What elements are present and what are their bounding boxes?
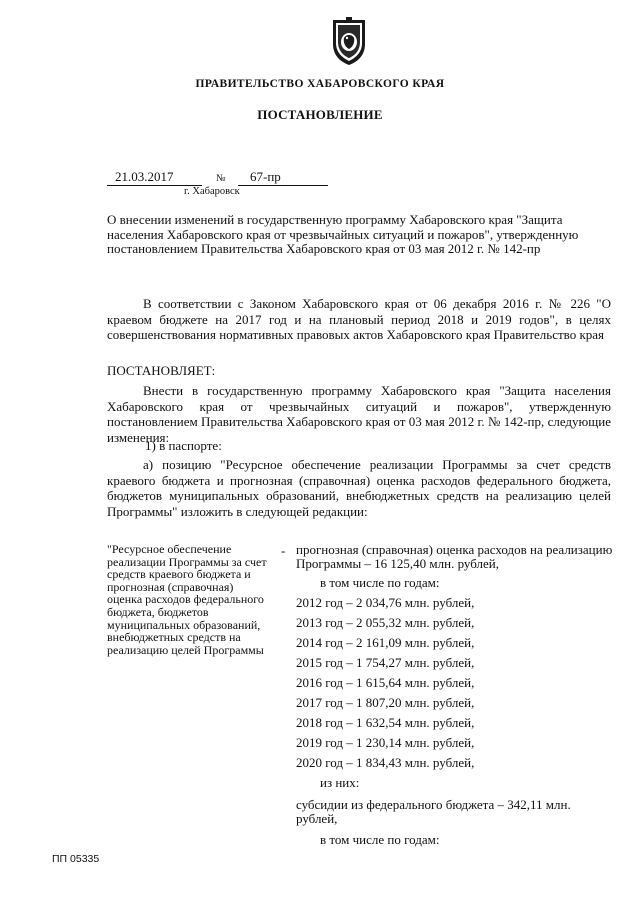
legal-basis-text: В соответствии с Законом Хабаровского края от 06 декабря 2016 г. № 226 "О краевом бюджете на 2017 год и на плановый период 2018 и 2019 годов", в целях совершенствования нормативных правовых актов Хабаровского края Правительство края bbox=[107, 296, 611, 342]
position-value bbox=[296, 543, 614, 847]
paragraph-amend: Внести в государственную программу Хабаровского края "Защита населения Хабаровского края от чрезвычайных ситуаций и пожаров", утвержденную постановлением Правительства Хабаровского края от 03 мая 2012 г. № 142-пр, следующие изменения: bbox=[107, 383, 611, 445]
year-amount-line: 2012 год – 2 034,76 млн. рублей, bbox=[296, 594, 475, 610]
decree-title: О внесении изменений в государственную программу Хабаровского края "Защита населения Хабаровского края от чрезвычайных ситуаций и пожаров", утвержденную постановлением Правительства Хабаровского края от 03 мая 2012 г. № 142-пр bbox=[107, 212, 579, 256]
resolves-heading: ПОСТАНОВЛЯЕТ: bbox=[107, 363, 216, 378]
of-them-label: из них: bbox=[320, 774, 360, 790]
year-amount-line: 2018 год – 1 632,54 млн. рублей, bbox=[296, 714, 475, 730]
year-amount-line: 2016 год – 1 615,64 млн. рублей, bbox=[296, 674, 475, 690]
by-years-label: в том числе по годам: bbox=[320, 575, 440, 590]
position-dash: - bbox=[281, 543, 286, 558]
document-code: ПП 05335 bbox=[52, 853, 100, 865]
paragraph-legal-basis bbox=[107, 296, 611, 343]
year-amount-line: 2017 год – 1 807,20 млн. рублей, bbox=[296, 694, 475, 710]
forecast-total: прогнозная (справочная) оценка расходов на реализацию Программы – 16 125,40 млн. рублей, bbox=[296, 542, 613, 571]
federal-subsidies: субсидии из федерального бюджета – 342,11 млн. рублей, bbox=[296, 797, 571, 826]
government-name: ПРАВИТЕЛЬСТВО ХАБАРОВСКОГО КРАЯ bbox=[195, 78, 445, 90]
item-1a: а) позицию "Ресурсное обеспечение реализации Программы за счет средств краевого бюджета и прогнозная (справочная) оценка расходов федерального бюджета, бюджетов муниципальных образований, внебюджетных средств на реализацию целей Программы" изложить в следующей редакции: bbox=[107, 457, 611, 519]
year-amount-line: 2013 год – 2 055,32 млн. рублей, bbox=[296, 614, 475, 630]
number-sign: № bbox=[216, 173, 226, 184]
position-label: "Ресурсное обеспечение реализации Программы за счет средств краевого бюджета и прогнозная (справочная) оценка расходов федерального бюджета, бюджетов муниципальных образований, внебюджетных средств на реализацию целей Программы bbox=[107, 542, 267, 657]
city-name: г. Хабаровск bbox=[184, 186, 240, 197]
decree-date: 21.03.2017 bbox=[107, 170, 202, 186]
years-list bbox=[296, 596, 614, 770]
by-years-label-2: в том числе по годам: bbox=[320, 832, 440, 847]
coat-of-arms-emblem bbox=[329, 16, 369, 66]
decree-number: 67-пр bbox=[238, 170, 328, 186]
item-1: 1) в паспорте: bbox=[145, 438, 222, 453]
year-amount-line: 2020 год – 1 834,43 млн. рублей, bbox=[296, 754, 475, 770]
year-amount-line: 2014 год – 2 161,09 млн. рублей, bbox=[296, 634, 475, 650]
year-amount-line: 2015 год – 1 754,27 млн. рублей, bbox=[296, 654, 475, 670]
document-type: ПОСТАНОВЛЕНИЕ bbox=[257, 107, 383, 122]
year-amount-line: 2019 год – 1 230,14 млн. рублей, bbox=[296, 734, 475, 750]
